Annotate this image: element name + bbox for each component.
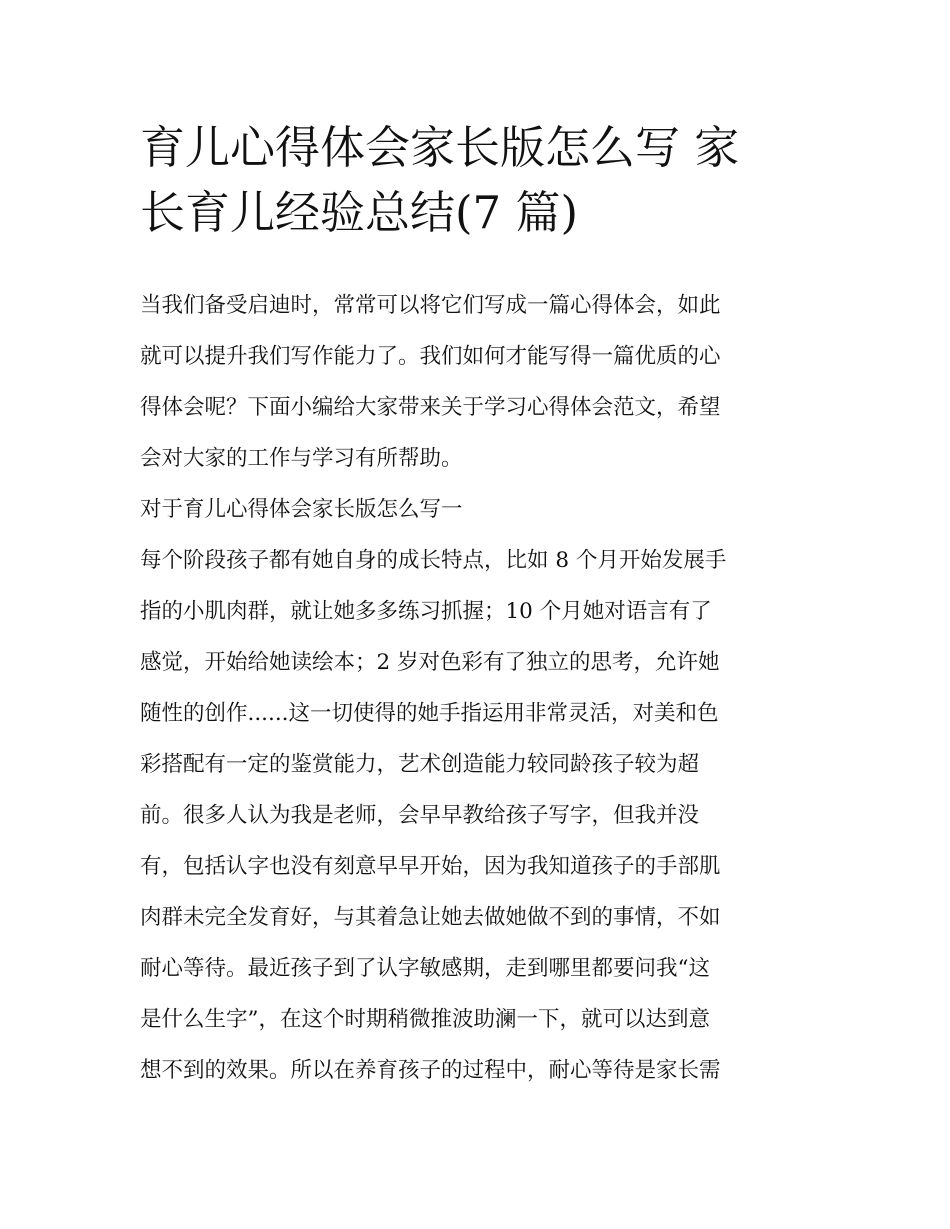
- title-line: 长育儿经验总结(7 篇): [140, 186, 579, 239]
- intro-paragraph-line: 得体会呢？下面小编给大家带来关于学习心得体会范文，希望: [140, 395, 721, 420]
- section-paragraph-line: 随性的创作......这一切使得的她手指运用非常灵活，对美和色: [140, 701, 719, 726]
- document-title: [140, 115, 820, 245]
- section-paragraph-line: 指的小肌肉群，就让她多多练习抓握；10 个月她对语言有了: [140, 599, 712, 624]
- title-line: 育儿心得体会家长版怎么写 家: [140, 121, 740, 174]
- section-paragraph-line: 感觉，开始给她读绘本；2 岁对色彩有了独立的思考，允许她: [140, 650, 720, 675]
- section-paragraph-line: 肉群未完全发育好，与其着急让她去做她做不到的事情，不如: [140, 905, 721, 930]
- section-paragraph-line: 前。很多人认为我是老师，会早早教给孩子写字，但我并没: [140, 803, 700, 828]
- document-body: [140, 280, 830, 1096]
- intro-paragraph-line: 就可以提升我们写作能力了。我们如何才能写得一篇优质的心: [140, 344, 721, 369]
- section-paragraph-line: 耐心等待。最近孩子到了认字敏感期，走到哪里都要问我“这: [140, 956, 710, 981]
- section-paragraph-line: 有，包括认字也没有刻意早早开始，因为我知道孩子的手部肌: [140, 854, 721, 879]
- intro-paragraph-line: 会对大家的工作与学习有所帮助。: [140, 446, 463, 471]
- section-heading: 对于育儿心得体会家长版怎么写一: [140, 497, 463, 522]
- section-paragraph-line: 每个阶段孩子都有她自身的成长特点，比如 8 个月开始发展手: [140, 548, 727, 573]
- section-paragraph-line: 想不到的效果。所以在养育孩子的过程中，耐心等待是家长需: [140, 1058, 721, 1083]
- intro-paragraph-line: 当我们备受启迪时，常常可以将它们写成一篇心得体会，如此: [140, 293, 721, 318]
- section-paragraph-line: 是什么生字”，在这个时期稍微推波助澜一下，就可以达到意: [140, 1007, 710, 1032]
- section-paragraph-line: 彩搭配有一定的鉴赏能力，艺术创造能力较同龄孩子较为超: [140, 752, 700, 777]
